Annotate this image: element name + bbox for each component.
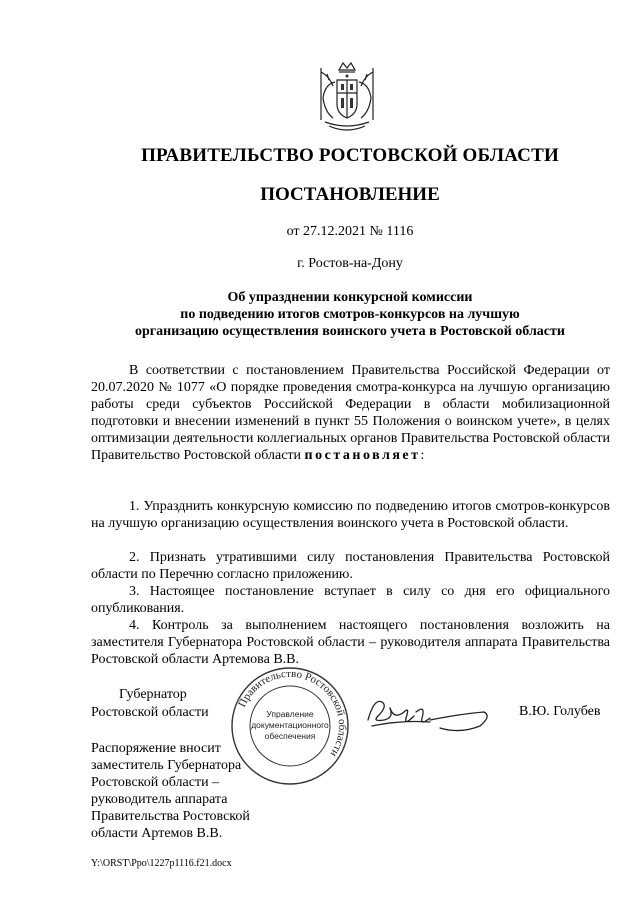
coat-of-arms-icon bbox=[315, 60, 379, 136]
stamp-center-line: Управление bbox=[266, 709, 314, 719]
subject-line: Об упразднении конкурсной комиссии bbox=[227, 290, 473, 305]
government-title: ПРАВИТЕЛЬСТВО РОСТОВСКОЙ ОБЛАСТИ bbox=[141, 145, 559, 166]
resolves-colon: : bbox=[420, 448, 425, 463]
submitter-note-line: Распоряжение вносит bbox=[91, 741, 221, 756]
decree-item-text: 3. Настоящее постановление вступает в силу со дня его официального опубликования. bbox=[91, 584, 610, 616]
signatory-name: В.Ю. Голубев bbox=[519, 704, 601, 719]
decree-item-text: 1. Упразднить конкурсную комиссию по подведению итогов смотров-конкурсов на лучшую организацию осуществления воинского учета в Ростовской области. bbox=[91, 499, 610, 531]
decree-city: г. Ростов-на-Дону bbox=[297, 256, 403, 271]
signatory-position-line: Губернатор bbox=[119, 687, 187, 702]
submitter-note bbox=[91, 740, 250, 842]
submitter-note-line: Ростовской области – bbox=[91, 775, 220, 790]
preamble-text: В соответствии с постановлением Правительства Российской Федерации от 20.07.2020 № 1077 «О порядке проведения смотра-конкурса на лучшую организацию работы среди субъектов Российской Федерации в области мобилизационной подготовки и внесении изменений в пункт 55 Положения о воинском учете», в целях оптимизации деятельности коллегиальных органов Правительства Ростовской области Правительство Ростовской области bbox=[91, 363, 610, 463]
submitter-note-line: Правительства Ростовской bbox=[91, 809, 250, 824]
decree-item-4 bbox=[91, 617, 610, 668]
signatory-position bbox=[91, 686, 209, 722]
decree-item-text: 2. Признать утратившими силу постановления Правительства Ростовской области по Перечню согласно приложению. bbox=[91, 550, 610, 582]
signatory-position-line: Ростовской области bbox=[91, 705, 209, 720]
decree-item-text: 4. Контроль за выполнением настоящего постановления возложить на заместителя Губернатора Ростовской области – руководителя аппарата Правительства Ростовской области Артемова В.В. bbox=[91, 618, 610, 667]
handwritten-signature-icon bbox=[360, 690, 490, 736]
decree-date-number: от 27.12.2021 № 1116 bbox=[286, 224, 414, 239]
stamp-ring-text: Правительство Ростовской области bbox=[236, 667, 349, 759]
decree-item-1 bbox=[91, 498, 610, 532]
subject-line: по подведению итогов смотров-конкурсов на лучшую bbox=[180, 307, 520, 322]
stamp-center-line: документационного bbox=[251, 720, 329, 730]
decree-item-3 bbox=[91, 583, 610, 617]
submitter-note-line: области Артемов В.В. bbox=[91, 826, 223, 841]
subject-line: организацию осуществления воинского учета в Ростовской области bbox=[135, 324, 565, 339]
stamp-center-line: обеспечения bbox=[264, 731, 316, 741]
decree-subject bbox=[0, 289, 640, 340]
submitter-note-line: руководитель аппарата bbox=[91, 792, 228, 807]
preamble-paragraph bbox=[91, 362, 610, 464]
file-path: Y:\ORST\Ppo\1227p1116.f21.docx bbox=[91, 858, 232, 869]
decree-title: ПОСТАНОВЛЕНИЕ bbox=[260, 184, 440, 205]
decree-item-2 bbox=[91, 549, 610, 583]
submitter-note-line: заместитель Губернатора bbox=[91, 758, 242, 773]
resolves-word: постановляет bbox=[304, 448, 421, 463]
